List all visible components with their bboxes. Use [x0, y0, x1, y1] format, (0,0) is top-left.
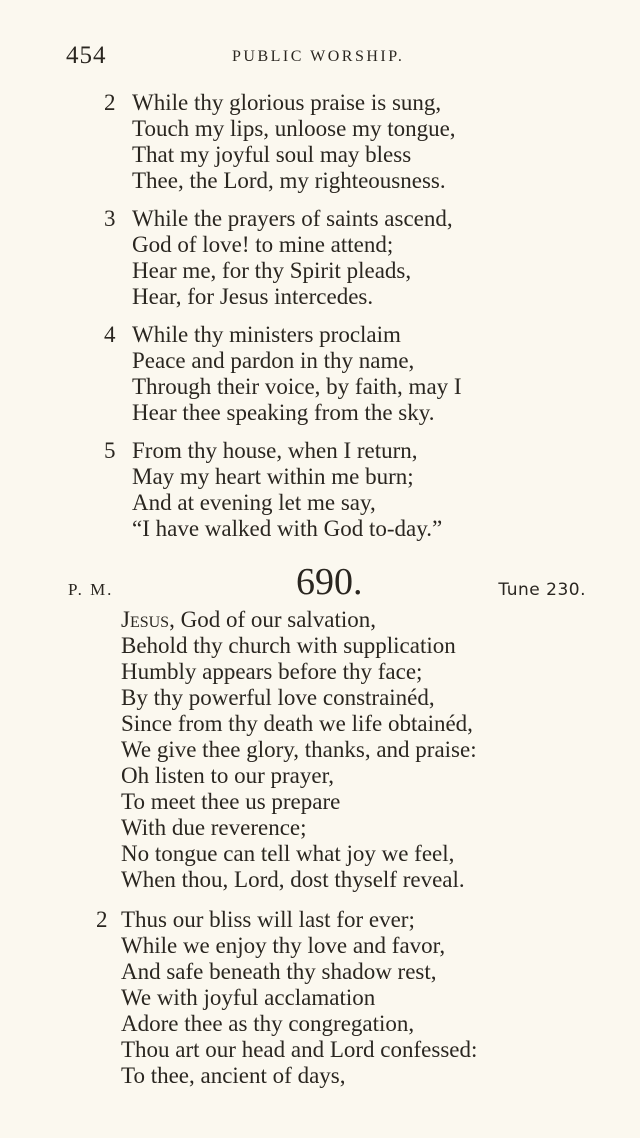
stanza-number: 2 — [104, 90, 116, 115]
stanza-line: Through their voice, by faith, may I — [132, 374, 462, 399]
stanza-line: Thee, the Lord, my righteousness. — [132, 168, 446, 193]
verse-line: And safe beneath thy shadow rest, — [121, 959, 437, 984]
verse-first-line — [121, 607, 376, 633]
stanza-line: While the prayers of saints ascend, — [132, 206, 453, 231]
verse-line: When thou, Lord, dost thyself reveal. — [121, 867, 465, 892]
verse-line: By thy powerful love constrainéd, — [121, 685, 435, 710]
stanza-line: “I have walked with God to-day.” — [132, 516, 443, 541]
stanza-line: Hear thee speaking from the sky. — [132, 400, 435, 425]
verse-line: Oh listen to our prayer, — [121, 763, 335, 788]
verse-line: Since from thy death we life obtainéd, — [121, 711, 473, 736]
hymn-heading — [68, 560, 588, 602]
verse-line: Thou art our head and Lord confessed: — [121, 1037, 478, 1062]
stanza-line: Peace and pardon in thy name, — [132, 348, 415, 373]
stanza-line: From thy house, when I return, — [132, 438, 418, 463]
hymn-tune: Tune 230. — [498, 580, 586, 600]
page-number: 454 — [66, 42, 107, 69]
running-title: PUBLIC WORSHIP. — [232, 48, 405, 65]
hymn-meter: P. M. — [68, 580, 114, 599]
stanza-line: That my joyful soul may bless — [132, 142, 412, 167]
stanza-line: Hear me, for thy Spirit pleads, — [132, 258, 412, 283]
verse-line: We with joyful acclamation — [121, 985, 376, 1010]
verse-number: 2 — [96, 907, 108, 932]
verse-line: Adore thee as thy congregation, — [121, 1011, 415, 1036]
first-word: Jesus, — [121, 607, 175, 632]
stanza-line: May my heart within me burn; — [132, 464, 414, 489]
verse-line: Thus our bliss will last for ever; — [121, 907, 415, 932]
verse-line: We give thee glory, thanks, and praise: — [121, 737, 477, 762]
verse-line: While we enjoy thy love and favor, — [121, 933, 446, 958]
page-header — [66, 42, 570, 72]
stanza-line: While thy ministers proclaim — [132, 322, 401, 347]
verse-line: With due reverence; — [121, 815, 307, 840]
verse-line: No tongue can tell what joy we feel, — [121, 841, 455, 866]
verse-line: To thee, ancient of days, — [121, 1063, 346, 1088]
stanza-line: Touch my lips, unloose my tongue, — [132, 116, 456, 141]
hymn-number: 690. — [296, 561, 363, 603]
stanza-line: Hear, for Jesus intercedes. — [132, 284, 374, 309]
verse-line: Behold thy church with supplication — [121, 633, 456, 658]
verse-line: Humbly appears before thy face; — [121, 659, 423, 684]
stanza-number: 5 — [104, 438, 116, 463]
verse-line: To meet thee us prepare — [121, 789, 341, 814]
stanza-line: While thy glorious praise is sung, — [132, 90, 442, 115]
stanza-line: God of love! to mine attend; — [132, 232, 394, 257]
stanza-number: 3 — [104, 206, 116, 231]
stanza-line: And at evening let me say, — [132, 490, 376, 515]
stanza-number: 4 — [104, 322, 116, 347]
first-line-rest: God of our salvation, — [174, 607, 377, 632]
